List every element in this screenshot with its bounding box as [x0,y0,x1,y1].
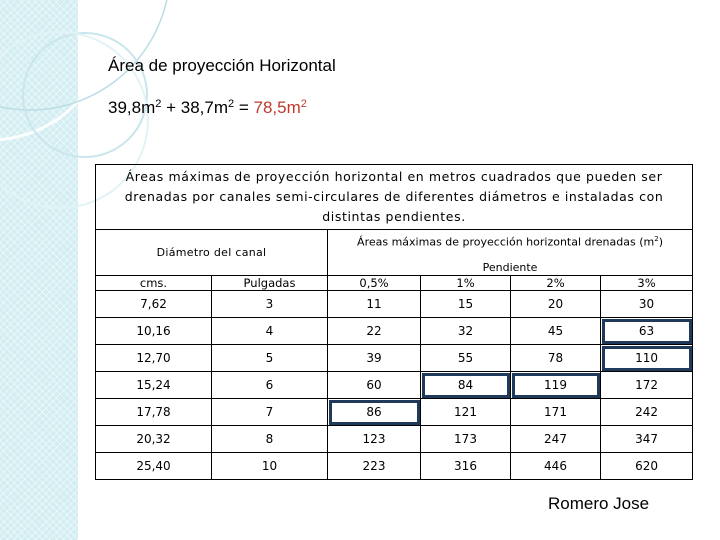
table-row [96,291,693,318]
cell-slope-1: 173 [421,426,511,453]
table-row [96,318,693,345]
table-row [96,399,693,426]
table-row [96,345,693,372]
formula-result-exponent: 2 [300,98,307,110]
cell-slope-3: 242 [601,399,693,426]
column-header-slope-3: 3% [601,276,693,291]
cell-slope-1: 15 [421,291,511,318]
cell-slope-1: 55 [421,345,511,372]
cell-slope-2: 119 [511,372,601,399]
cell-cms: 7,62 [96,291,212,318]
max-area-header-text: Áreas máximas de proyección horizontal drenadas (m [357,235,655,249]
cell-slope-2: 20 [511,291,601,318]
max-area-header-exponent: 2 [654,235,659,244]
cell-inches: 3 [212,291,328,318]
formula-term-a: 39,8m [108,98,156,117]
cell-slope-2: 247 [511,426,601,453]
cell-slope-2: 171 [511,399,601,426]
cell-slope-3: 347 [601,426,693,453]
cell-slope-1: 32 [421,318,511,345]
cell-inches: 4 [212,318,328,345]
formula-result-value: 78,5m [253,98,301,117]
diameter-header: Diámetro del canal [96,230,328,276]
area-formula [108,98,307,118]
column-header-inches: Pulgadas [212,276,328,291]
column-header-slope-2: 2% [511,276,601,291]
cell-slope-0-5: 223 [328,453,421,480]
cell-slope-0-5: 39 [328,345,421,372]
table-caption-row [96,165,693,230]
formula-term-b: 38,7m [180,98,228,117]
cell-slope-2: 78 [511,345,601,372]
cell-slope-3: 30 [601,291,693,318]
cell-slope-0-5: 123 [328,426,421,453]
author-name: Romero Jose [548,494,650,513]
cell-slope-3: 172 [601,372,693,399]
formula-term-b-exponent: 2 [228,98,235,110]
table-row [96,372,693,399]
table-row [96,426,693,453]
column-header-slope-1: 1% [421,276,511,291]
cell-slope-3: 63 [601,318,693,345]
cell-inches: 6 [212,372,328,399]
cell-inches: 7 [212,399,328,426]
cell-slope-0-5: 60 [328,372,421,399]
cell-inches: 5 [212,345,328,372]
formula-term-a-exponent: 2 [155,98,162,110]
cell-slope-3: 620 [601,453,693,480]
cell-cms: 20,32 [96,426,212,453]
drainage-table-container [95,164,692,472]
table-header-row-1 [96,230,693,255]
cell-cms: 10,16 [96,318,212,345]
cell-slope-1: 121 [421,399,511,426]
column-header-cms: cms. [96,276,212,291]
column-header-slope-0-5: 0,5% [328,276,421,291]
formula-plus: + [161,98,181,117]
cell-slope-1: 316 [421,453,511,480]
cell-slope-2: 446 [511,453,601,480]
cell-cms: 25,40 [96,453,212,480]
drainage-area-table [95,164,693,480]
formula-equals: = [234,98,254,117]
cell-slope-2: 45 [511,318,601,345]
cell-slope-1: 84 [421,372,511,399]
max-area-header [328,230,693,255]
cell-slope-0-5: 22 [328,318,421,345]
slide-heading: Área de proyección Horizontal [108,56,336,75]
cell-slope-0-5: 11 [328,291,421,318]
cell-slope-3: 110 [601,345,693,372]
table-caption: Áreas máximas de proyección horizontal en metros cuadrados que pueden ser drenadas por canales semi-circulares de diferentes diámetros e instaladas con distintas pendientes. [96,165,693,230]
slope-header: Pendiente [328,254,693,276]
column-header-row [96,276,693,291]
cell-inches: 8 [212,426,328,453]
cell-slope-0-5: 86 [328,399,421,426]
table-row [96,453,693,480]
cell-cms: 12,70 [96,345,212,372]
cell-cms: 17,78 [96,399,212,426]
cell-inches: 10 [212,453,328,480]
max-area-header-close: ) [658,235,663,249]
cell-cms: 15,24 [96,372,212,399]
formula-result [254,98,307,117]
